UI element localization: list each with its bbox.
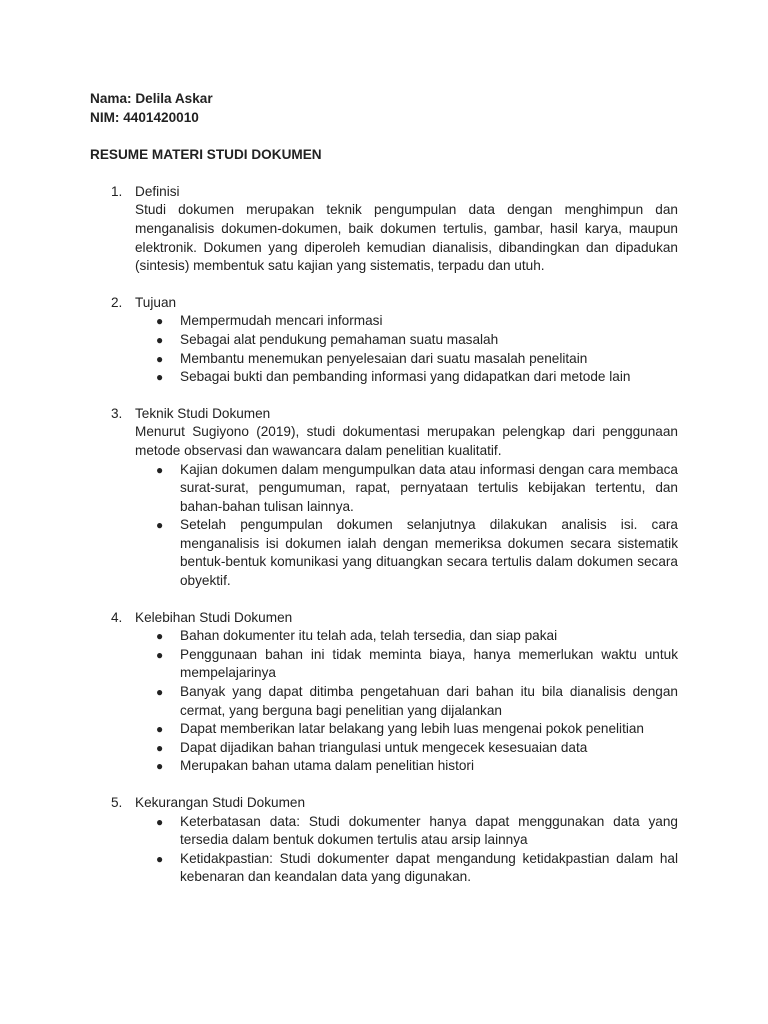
bullet-icon: ● [156,314,164,329]
bullet-icon: ● [156,740,164,755]
bullet-list [135,461,678,591]
list-item-text: Penggunaan bahan ini tidak meminta biaya, hanya memerlukan waktu untuk mempelajarinya [180,646,678,681]
bullet-icon: ● [156,722,164,737]
section-number: 5. [111,795,123,810]
list-item-text: Mempermudah mencari informasi [180,313,383,329]
section-definisi [90,183,678,276]
section-body: Studi dokumen merupakan teknik pengumpulan data dengan menghimpun dan menganalisis dokumen-dokumen, baik dokumen tertulis, gambar, hasil karya, maupun elektronik. Dokumen yang diperoleh kemudian dianalisis, dibandingkan dan dipadukan (sintesis) membentuk satu kajian yang sistematis, terpadu dan utuh. [135,202,678,274]
list-item-text: Merupakan bahan utama dalam penelitian histori [180,758,474,774]
bullet-icon: ● [156,332,164,347]
bullet-icon: ● [156,518,164,533]
list-item [135,813,678,850]
document-title: RESUME MATERI STUDI DOKUMEN [90,147,322,163]
student-name: Nama: Delila Askar [90,91,213,106]
section-kelebihan [90,609,678,776]
list-item [135,516,678,590]
list-item [135,368,678,387]
section-number: 1. [111,183,123,199]
list-item [135,739,678,758]
list-item [135,350,678,369]
list-item-text: Dapat dijadikan bahan triangulasi untuk mengecek kesesuaian data [180,739,588,755]
list-item-text: Bahan dokumenter itu telah ada, telah tersedia, dan siap pakai [180,628,558,644]
bullet-icon: ● [156,759,164,774]
section-number: 4. [111,609,123,625]
section-number: 2. [111,294,123,310]
section-number: 3. [111,405,123,421]
bullet-icon: ● [156,685,164,700]
section-heading: Kelebihan Studi Dokumen [135,609,293,625]
student-nim: NIM: 4401420010 [90,109,199,125]
list-item [135,627,678,646]
bullet-list [135,813,678,887]
list-item-text: Dapat memberikan latar belakang yang lebih luas mengenai pokok penelitian [180,721,644,737]
bullet-icon: ● [156,814,164,829]
list-item [135,757,678,776]
section-heading: Teknik Studi Dokumen [135,405,271,421]
bullet-icon: ● [156,851,164,866]
list-item-text: Sebagai alat pendukung pemahaman suatu masalah [180,331,499,347]
bullet-icon: ● [156,629,164,644]
section-body: Menurut Sugiyono (2019), studi dokumentasi merupakan pelengkap dari penggunaan metode observasi dan wawancara dalam penelitian kualitatif. [135,424,678,458]
list-item-text: Keterbatasan data: Studi dokumenter hanya dapat menggunakan data yang tersedia dalam bentuk dokumen tertulis atau arsip lainnya [180,813,678,848]
list-item-text: Setelah pengumpulan dokumen selanjutnya dilakukan analisis isi. cara menganalisis isi dokumen ialah dengan memeriksa dokumen secara sistematik bentuk-bentuk komunikasi yang dituangkan secara tertulis dalam dokumen secara obyektif. [180,517,678,589]
list-item [135,850,678,887]
list-item-text: Sebagai bukti dan pembanding informasi yang didapatkan dari metode lain [180,369,631,385]
bullet-list [135,312,678,386]
list-item [135,312,678,331]
list-item [135,331,678,350]
section-heading: Tujuan [135,294,177,310]
bullet-list [135,627,678,776]
list-item [135,646,678,683]
section-kekurangan [90,794,678,887]
section-list [90,183,678,887]
section-tujuan [90,294,678,387]
bullet-icon: ● [156,351,164,366]
list-item-text: Kajian dokumen dalam mengumpulkan data atau informasi dengan cara membaca surat-surat, pengumuman, rapat, pernyataan tertulis kebijakan tertentu, dan bahan-bahan tulisan lainnya. [180,461,678,514]
bullet-icon: ● [156,370,164,385]
list-item [135,683,678,720]
list-item-text: Ketidakpastian: Studi dokumenter dapat mengandung ketidakpastian dalam hal kebenaran dan keandalan data yang digunakan. [180,850,678,885]
bullet-icon: ● [156,647,164,662]
bullet-icon: ● [156,462,164,477]
section-heading: Definisi [135,183,180,199]
list-item [135,461,678,517]
section-heading: Kekurangan Studi Dokumen [135,795,306,810]
section-teknik [90,405,678,591]
list-item-text: Membantu menemukan penyelesaian dari suatu masalah penelitain [180,350,588,366]
list-item-text: Banyak yang dapat ditimba pengetahuan dari bahan itu bila dianalisis dengan cermat, yang berguna bagi penelitian yang dijalankan [180,684,678,718]
list-item [135,720,678,739]
